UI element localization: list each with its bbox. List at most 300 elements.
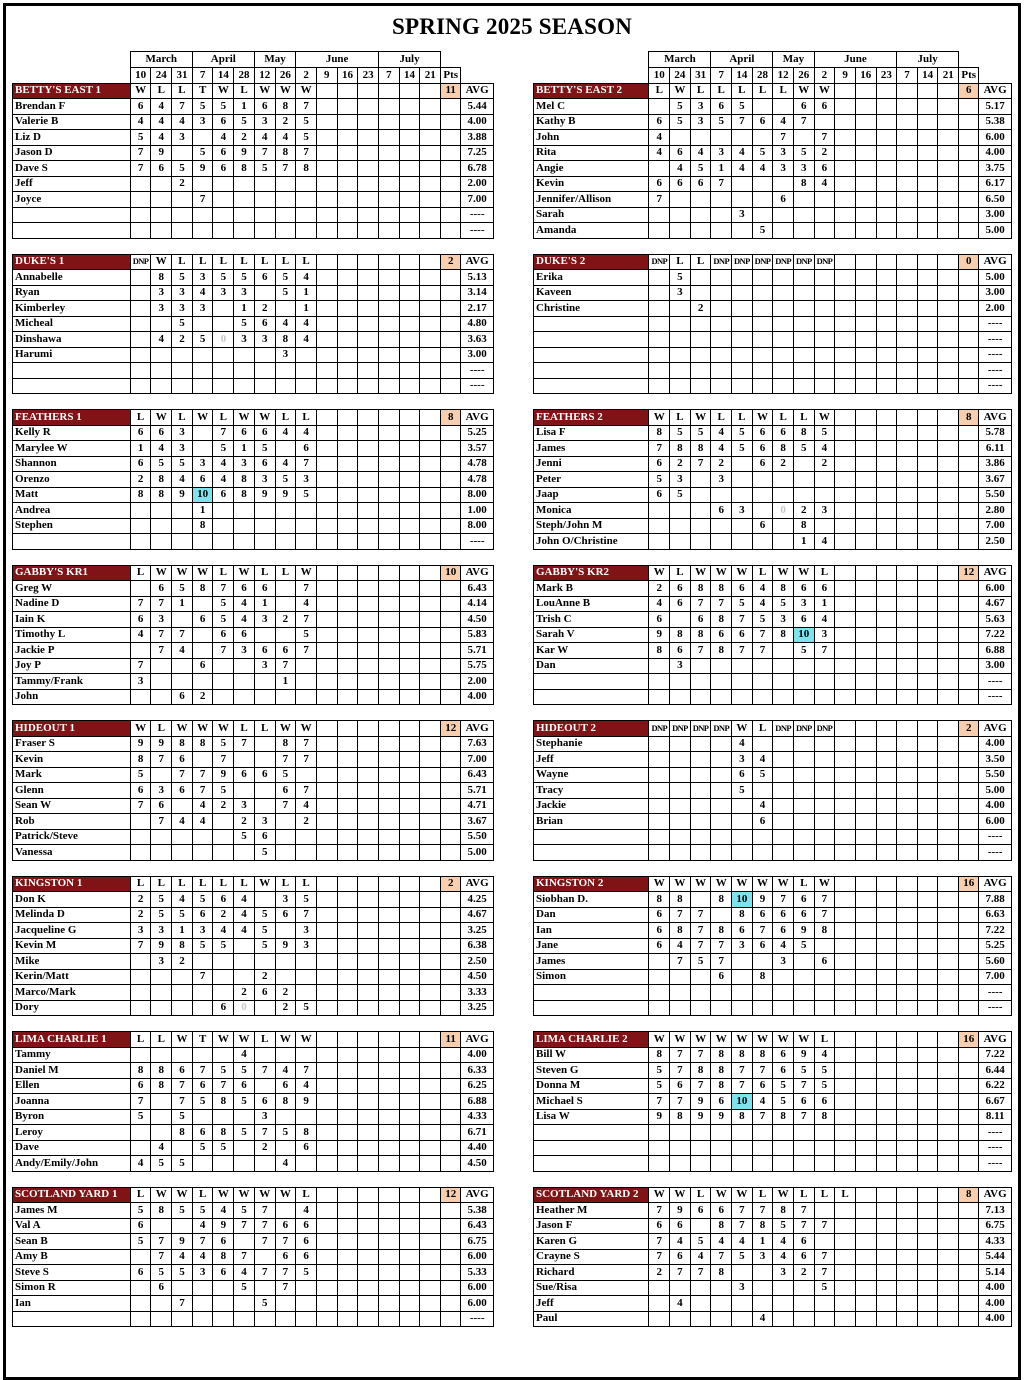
player-name: Shannon xyxy=(13,456,131,472)
player-score: 3 xyxy=(151,923,172,939)
player-score xyxy=(938,1296,959,1312)
player-score xyxy=(938,814,959,830)
player-score xyxy=(420,1234,441,1250)
player-score: 7 xyxy=(732,612,753,628)
player-score: 6 xyxy=(254,1094,275,1110)
player-score xyxy=(835,783,856,799)
player-score xyxy=(855,969,876,985)
player-score xyxy=(379,783,400,799)
player-row xyxy=(13,814,494,830)
player-score: 7 xyxy=(752,643,773,659)
player-score xyxy=(732,954,753,970)
player-score xyxy=(938,487,959,503)
player-score xyxy=(151,674,172,690)
player-score: 4 xyxy=(752,596,773,612)
player-name: Steve S xyxy=(13,1265,131,1281)
player-score xyxy=(938,1311,959,1327)
player-score xyxy=(732,969,753,985)
player-name: Ryan xyxy=(13,285,131,301)
match-result: L xyxy=(752,83,773,99)
player-score xyxy=(358,192,379,208)
player-pts-spacer xyxy=(959,954,979,970)
player-score xyxy=(876,192,897,208)
player-score xyxy=(234,378,255,394)
player-score xyxy=(399,161,420,177)
player-score xyxy=(234,954,255,970)
player-score xyxy=(876,145,897,161)
player-score: 2 xyxy=(773,456,794,472)
player-score xyxy=(752,783,773,799)
player-score: 8 xyxy=(670,923,691,939)
match-result: W xyxy=(670,1032,691,1048)
player-row xyxy=(534,627,1012,643)
match-result xyxy=(337,410,358,426)
match-result: W xyxy=(130,83,151,99)
player-score xyxy=(337,1311,358,1327)
player-pts-spacer xyxy=(959,285,979,301)
player-average: 4.14 xyxy=(461,596,494,612)
player-score: 8 xyxy=(732,1109,753,1125)
player-score xyxy=(876,1140,897,1156)
player-score xyxy=(316,223,337,239)
player-average: 5.00 xyxy=(979,223,1012,239)
match-result: L xyxy=(711,83,732,99)
player-score xyxy=(420,689,441,705)
player-score xyxy=(379,518,400,534)
player-score xyxy=(732,285,753,301)
player-score xyxy=(296,689,317,705)
player-score xyxy=(358,798,379,814)
player-score: 4 xyxy=(234,907,255,923)
match-result: L xyxy=(234,83,255,99)
player-score xyxy=(399,472,420,488)
player-score: 3 xyxy=(275,347,296,363)
player-pts-spacer xyxy=(441,1094,461,1110)
player-score: 7 xyxy=(752,1203,773,1219)
player-score: 8 xyxy=(670,627,691,643)
team-points: 2 xyxy=(441,876,461,892)
player-score: 3 xyxy=(130,674,151,690)
team-spacer-row xyxy=(534,705,1012,721)
player-score: 9 xyxy=(752,892,773,908)
player-score: 8 xyxy=(773,627,794,643)
player-score xyxy=(420,1218,441,1234)
player-score: 6 xyxy=(213,1000,234,1016)
player-score: 5 xyxy=(690,425,711,441)
match-result: W xyxy=(732,721,753,737)
match-result xyxy=(855,1032,876,1048)
player-score xyxy=(917,347,938,363)
player-score xyxy=(917,783,938,799)
player-score xyxy=(876,270,897,286)
player-name xyxy=(534,1000,649,1016)
player-score: 7 xyxy=(254,1265,275,1281)
player-score xyxy=(876,674,897,690)
player-score xyxy=(172,534,193,550)
player-score xyxy=(358,347,379,363)
match-result xyxy=(917,410,938,426)
player-score xyxy=(793,1311,814,1327)
player-name: Jacqueline G xyxy=(13,923,131,939)
player-score xyxy=(234,674,255,690)
match-result xyxy=(938,410,959,426)
player-pts-spacer xyxy=(441,1265,461,1281)
player-score xyxy=(379,1140,400,1156)
player-score xyxy=(773,985,794,1001)
player-score: 2 xyxy=(234,985,255,1001)
player-score xyxy=(420,845,441,861)
player-average: 3.63 xyxy=(461,332,494,348)
player-score xyxy=(690,736,711,752)
player-row xyxy=(13,643,494,659)
player-pts-spacer xyxy=(959,207,979,223)
player-score xyxy=(130,332,151,348)
player-score: 2 xyxy=(172,176,193,192)
player-score: 4 xyxy=(670,161,691,177)
player-score xyxy=(337,612,358,628)
player-score xyxy=(876,487,897,503)
player-score xyxy=(337,845,358,861)
player-score xyxy=(316,518,337,534)
player-score: 6 xyxy=(752,425,773,441)
player-score xyxy=(358,1296,379,1312)
player-row xyxy=(534,441,1012,457)
player-score: 5 xyxy=(793,643,814,659)
player-score xyxy=(773,518,794,534)
player-score: 9 xyxy=(213,767,234,783)
player-score xyxy=(337,581,358,597)
player-score: 5 xyxy=(234,829,255,845)
player-score xyxy=(151,1000,172,1016)
player-score xyxy=(670,985,691,1001)
match-result: W xyxy=(711,1187,732,1203)
player-score: 7 xyxy=(275,1234,296,1250)
player-score xyxy=(876,1218,897,1234)
player-score xyxy=(897,114,918,130)
player-score xyxy=(855,1156,876,1172)
player-score xyxy=(917,581,938,597)
match-result: W xyxy=(711,1032,732,1048)
player-score xyxy=(876,176,897,192)
match-result: W xyxy=(732,876,753,892)
player-score: 4 xyxy=(773,114,794,130)
player-score xyxy=(690,689,711,705)
player-score xyxy=(316,316,337,332)
player-score: 6 xyxy=(275,1078,296,1094)
player-score: 6 xyxy=(711,503,732,519)
player-row xyxy=(13,1234,494,1250)
match-result xyxy=(917,876,938,892)
player-score: 4 xyxy=(192,1218,213,1234)
player-score xyxy=(897,907,918,923)
player-score xyxy=(670,518,691,534)
player-score xyxy=(649,161,670,177)
player-score: 6 xyxy=(130,99,151,115)
player-row xyxy=(534,1000,1012,1016)
player-score xyxy=(711,363,732,379)
player-score: 6 xyxy=(151,161,172,177)
date-label: 24 xyxy=(670,68,691,84)
player-name: Dan xyxy=(534,907,649,923)
player-score xyxy=(130,1296,151,1312)
player-score: 5 xyxy=(670,99,691,115)
player-score xyxy=(192,425,213,441)
player-score xyxy=(938,783,959,799)
player-average: 6.17 xyxy=(979,176,1012,192)
player-score xyxy=(420,503,441,519)
match-result xyxy=(835,83,856,99)
player-name: John O/Christine xyxy=(534,534,649,550)
match-result: L xyxy=(711,410,732,426)
player-row xyxy=(13,1296,494,1312)
player-score xyxy=(835,487,856,503)
player-score xyxy=(379,99,400,115)
player-score xyxy=(690,969,711,985)
player-row xyxy=(13,829,494,845)
player-score: 8 xyxy=(711,1063,732,1079)
player-score xyxy=(773,207,794,223)
player-score xyxy=(897,332,918,348)
player-score: 7 xyxy=(130,938,151,954)
player-score xyxy=(420,1296,441,1312)
player-score: 5 xyxy=(752,145,773,161)
player-score xyxy=(379,985,400,1001)
player-score xyxy=(420,1078,441,1094)
player-pts-spacer xyxy=(441,192,461,208)
player-score xyxy=(379,347,400,363)
player-score: 9 xyxy=(130,736,151,752)
player-score xyxy=(420,1063,441,1079)
player-average: ---- xyxy=(979,316,1012,332)
spacer xyxy=(13,238,494,254)
player-score: 4 xyxy=(151,130,172,146)
date-label: 2 xyxy=(814,68,835,84)
player-average: 3.75 xyxy=(979,161,1012,177)
player-score xyxy=(835,596,856,612)
player-score xyxy=(213,534,234,550)
player-row xyxy=(534,99,1012,115)
player-score xyxy=(917,954,938,970)
player-score xyxy=(938,596,959,612)
player-score xyxy=(275,378,296,394)
player-score xyxy=(130,969,151,985)
player-score xyxy=(855,892,876,908)
player-score: 7 xyxy=(296,456,317,472)
player-score: 8 xyxy=(234,487,255,503)
player-score xyxy=(897,985,918,1001)
player-score: 8 xyxy=(814,1109,835,1125)
player-score: 6 xyxy=(296,441,317,457)
player-pts-spacer xyxy=(959,472,979,488)
player-name: Nadine D xyxy=(13,596,131,612)
match-result xyxy=(876,876,897,892)
player-score xyxy=(130,176,151,192)
player-score: 5 xyxy=(649,1078,670,1094)
player-score: 7 xyxy=(690,1047,711,1063)
match-result: W xyxy=(773,565,794,581)
player-average: 6.11 xyxy=(979,441,1012,457)
player-score: 5 xyxy=(213,99,234,115)
match-result: W xyxy=(296,1032,317,1048)
player-score: 1 xyxy=(234,441,255,457)
player-score: 7 xyxy=(711,954,732,970)
header-spacer xyxy=(959,52,979,68)
player-score xyxy=(876,456,897,472)
player-score xyxy=(379,487,400,503)
player-score: 9 xyxy=(254,487,275,503)
player-score xyxy=(316,658,337,674)
player-score xyxy=(399,1280,420,1296)
player-score xyxy=(420,378,441,394)
player-score: 3 xyxy=(732,752,753,768)
player-average: 2.00 xyxy=(979,301,1012,317)
player-pts-spacer xyxy=(959,456,979,472)
player-score xyxy=(379,767,400,783)
player-score xyxy=(316,534,337,550)
player-score: 4 xyxy=(151,99,172,115)
player-score xyxy=(793,736,814,752)
player-score xyxy=(337,1047,358,1063)
player-score xyxy=(897,689,918,705)
player-score xyxy=(917,736,938,752)
player-name: Patrick/Steve xyxy=(13,829,131,845)
player-name xyxy=(534,1125,649,1141)
player-score xyxy=(732,378,753,394)
player-score: 6 xyxy=(275,783,296,799)
team-points: 8 xyxy=(441,410,461,426)
player-score xyxy=(254,1249,275,1265)
player-score xyxy=(399,736,420,752)
player-score xyxy=(275,845,296,861)
player-score xyxy=(337,798,358,814)
player-score xyxy=(254,518,275,534)
player-score xyxy=(379,1094,400,1110)
player-score xyxy=(649,378,670,394)
player-score: 3 xyxy=(254,332,275,348)
date-label: 16 xyxy=(855,68,876,84)
player-score: 2 xyxy=(172,332,193,348)
player-score xyxy=(399,845,420,861)
player-score xyxy=(835,798,856,814)
player-score xyxy=(670,969,691,985)
player-score xyxy=(399,1140,420,1156)
player-pts-spacer xyxy=(959,363,979,379)
player-score: 8 xyxy=(752,1218,773,1234)
player-score: 7 xyxy=(275,798,296,814)
player-row xyxy=(534,332,1012,348)
player-pts-spacer xyxy=(441,1280,461,1296)
player-score: 8 xyxy=(649,1047,670,1063)
player-average: 2.00 xyxy=(461,176,494,192)
player-average: ---- xyxy=(979,829,1012,845)
player-score: 7 xyxy=(151,1234,172,1250)
player-score xyxy=(130,845,151,861)
player-score xyxy=(358,301,379,317)
player-score xyxy=(752,689,773,705)
player-score xyxy=(690,518,711,534)
player-score xyxy=(814,285,835,301)
player-score xyxy=(917,1109,938,1125)
player-score xyxy=(835,518,856,534)
player-score: 5 xyxy=(234,1125,255,1141)
player-score xyxy=(316,99,337,115)
player-score: 2 xyxy=(172,954,193,970)
player-score: 5 xyxy=(192,892,213,908)
player-score xyxy=(275,518,296,534)
player-score xyxy=(897,176,918,192)
player-score xyxy=(379,612,400,628)
player-score: 5 xyxy=(151,892,172,908)
player-score: 7 xyxy=(690,923,711,939)
player-score: 6 xyxy=(793,892,814,908)
player-score xyxy=(130,643,151,659)
player-score xyxy=(835,456,856,472)
match-result: L xyxy=(814,565,835,581)
player-score xyxy=(897,596,918,612)
player-score: 4 xyxy=(732,736,753,752)
player-score: 4 xyxy=(151,1140,172,1156)
player-score xyxy=(855,378,876,394)
player-name: Harumi xyxy=(13,347,131,363)
player-score xyxy=(172,1280,193,1296)
player-score: 7 xyxy=(172,627,193,643)
player-score xyxy=(855,907,876,923)
player-score xyxy=(773,472,794,488)
player-score xyxy=(670,1000,691,1016)
match-result xyxy=(420,876,441,892)
player-score xyxy=(793,1000,814,1016)
player-score: 4 xyxy=(732,145,753,161)
player-score: 6 xyxy=(732,767,753,783)
player-name: Jaap xyxy=(534,487,649,503)
player-score: 10 xyxy=(732,892,753,908)
player-score xyxy=(897,1063,918,1079)
avg-header: AVG xyxy=(979,565,1012,581)
match-result xyxy=(897,876,918,892)
player-score xyxy=(897,1203,918,1219)
match-result: W xyxy=(213,83,234,99)
player-score xyxy=(876,1125,897,1141)
player-score: 6 xyxy=(732,627,753,643)
player-row xyxy=(13,1094,494,1110)
player-pts-spacer xyxy=(959,581,979,597)
player-score xyxy=(938,114,959,130)
player-row xyxy=(13,1265,494,1281)
player-score: 8 xyxy=(151,1203,172,1219)
player-average: 7.22 xyxy=(979,627,1012,643)
player-score xyxy=(213,1047,234,1063)
player-score xyxy=(420,643,441,659)
player-score xyxy=(876,814,897,830)
player-score xyxy=(917,798,938,814)
match-result: L xyxy=(670,565,691,581)
player-score xyxy=(670,783,691,799)
player-name: Paul xyxy=(534,1311,649,1327)
player-score xyxy=(855,1047,876,1063)
player-score xyxy=(711,270,732,286)
match-result xyxy=(917,83,938,99)
player-score: 6 xyxy=(275,1218,296,1234)
player-score xyxy=(938,627,959,643)
player-score: 6 xyxy=(213,627,234,643)
player-name: Jane xyxy=(534,938,649,954)
player-score xyxy=(399,689,420,705)
player-score: 6 xyxy=(670,145,691,161)
match-result xyxy=(379,876,400,892)
player-score: 6 xyxy=(172,689,193,705)
player-row xyxy=(13,938,494,954)
match-result: L xyxy=(275,410,296,426)
